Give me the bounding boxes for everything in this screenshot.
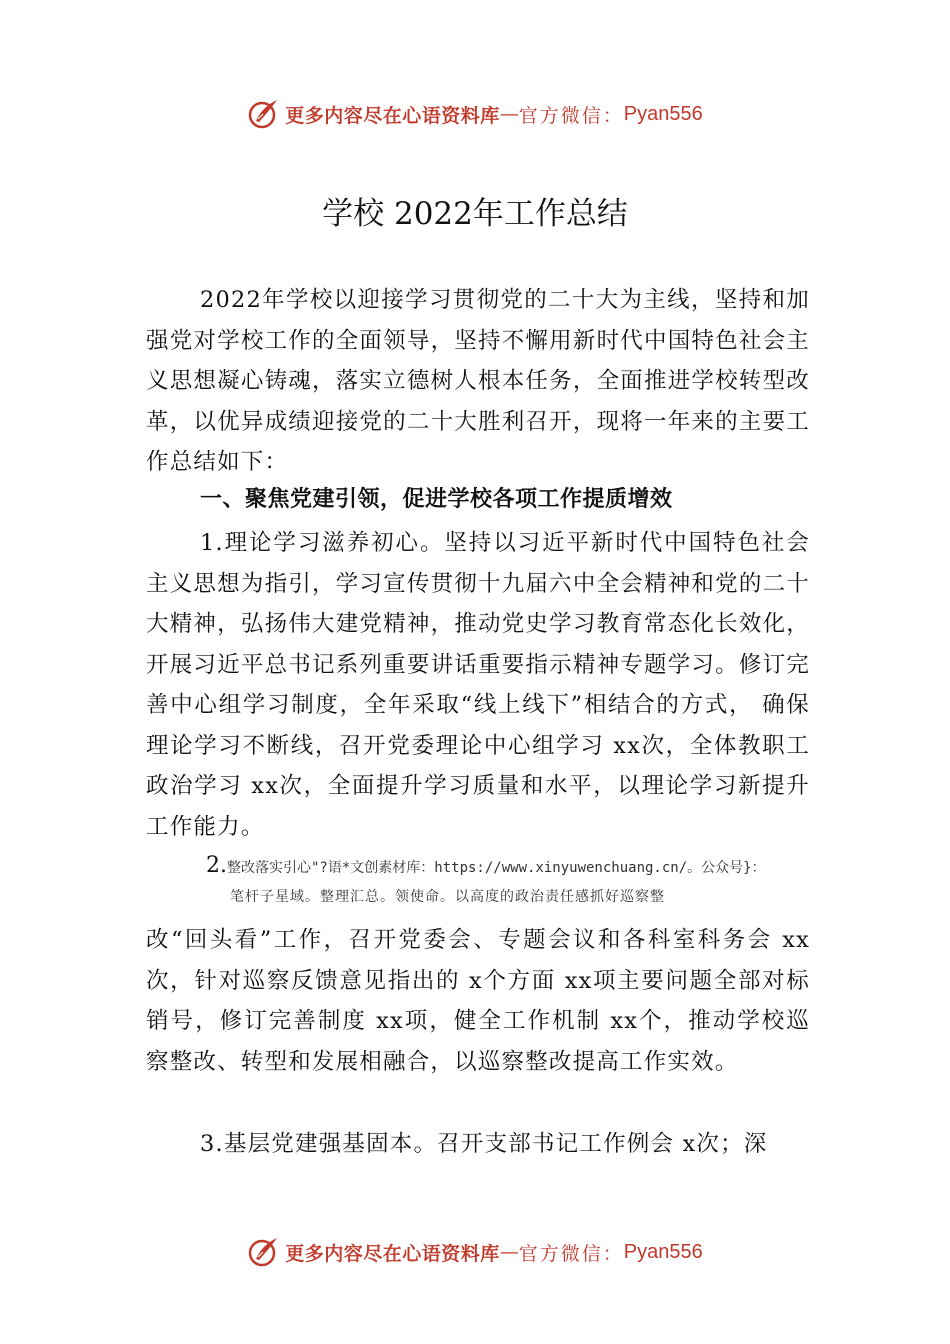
item3-paragraph bbox=[146, 1124, 810, 1165]
item3-text: 3.基层党建强基固本。召开支部书记工作例会 x次；深 bbox=[200, 1131, 768, 1157]
banner-handle: Pyan556 bbox=[623, 102, 703, 125]
intro-paragraph bbox=[146, 280, 810, 483]
item1-paragraph bbox=[146, 523, 810, 847]
quill-seal-icon bbox=[247, 97, 281, 131]
banner-brand: 更多内容尽在心语资料库 bbox=[285, 104, 500, 127]
banner-wechat-label: 官方微信： bbox=[518, 1242, 624, 1265]
footer-banner bbox=[0, 1234, 950, 1270]
header-banner bbox=[0, 96, 950, 132]
item2-lead-text: 整改落实引心"?语*文创素材库：https://www.xinyuwenchuang.cn/。公众号}： bbox=[227, 860, 766, 876]
banner-separator: — bbox=[499, 103, 519, 125]
item2-lead-line bbox=[206, 852, 846, 882]
banner-handle: Pyan556 bbox=[623, 1240, 703, 1263]
banner-brand: 更多内容尽在心语资料库 bbox=[285, 1242, 500, 1265]
intro-text: 2022年学校以迎接学习贯彻党的二十大为主线，坚持和加强党对学校工作的全面领导，坚持不懈用新时代中国特色社会主义思想凝心铸魂，落实立德树人根本任务，全面推进学校转型改革，以优异成绩迎接党的二十大胜利召开，现将一年来的主要工作总结如下： bbox=[146, 287, 810, 475]
banner-separator: — bbox=[499, 1241, 519, 1263]
item2-paragraph: 改“回头看”工作，召开党委会、专题会议和各科室科务会 xx次，针对巡察反馈意见指出的 x个方面 xx项主要问题全部对标销号，修订完善制度 xx项，健全工作机制 xx个，推动学校巡察整改、转型和发展相融合，以巡察整改提高工作实效。 bbox=[146, 927, 810, 1075]
item2-number: 2. bbox=[206, 853, 227, 878]
quill-seal-icon bbox=[247, 1235, 281, 1269]
document-title: 学校 2022年工作总结 bbox=[322, 196, 628, 232]
item2-sub-line: 笔杆子星域。整理汇总。领使命。以高度的政治责任感抓好巡察整 bbox=[230, 889, 665, 905]
banner-wechat-label: 官方微信： bbox=[518, 104, 624, 127]
item1-text: 1.理论学习滋养初心。坚持以习近平新时代中国特色社会主义思想为指引，学习宣传贯彻十九届六中全会精神和党的二十大精神，弘扬伟大建党精神，推动党史学习教育常态化长效化，开展习近平总书记系列重要讲话重要指示精神专题学习。修订完善中心组学习制度，全年采取“线上线下”相结合的方式， 确保理论学习不断线，召开党委理论中心组学习 xx次，全体教职工政治学习 xx次，全面提升学习质量和水平，以理论学习新提升工作能力。 bbox=[146, 530, 810, 840]
section-heading: 一、聚焦党建引领，促进学校各项工作提质增效 bbox=[200, 487, 673, 512]
